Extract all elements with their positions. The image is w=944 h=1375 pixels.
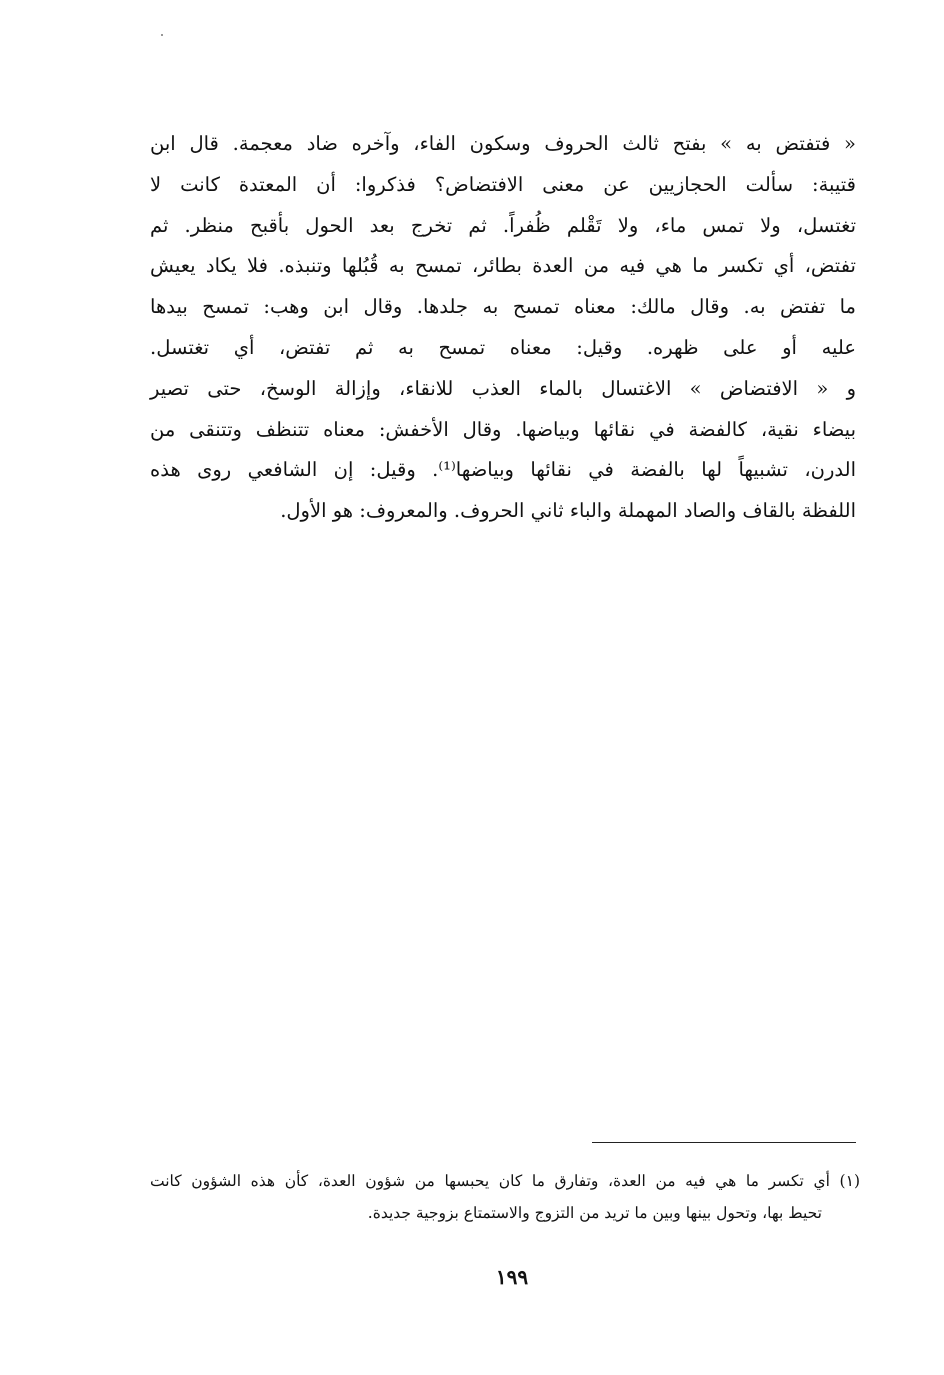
scan-speck [161, 34, 163, 36]
text-line: تغتسل، ولا تمس ماء، ولا تَقْلم ظُفراً. ثم تخرج بعد الحول بأقبح منظر. ثم [150, 213, 856, 237]
text-line: « فتفتض به » بفتح ثالث الحروف وسكون الفاء، وآخره ضاد معجمة. قال ابن [150, 132, 856, 155]
page-number: ١٩٩ [495, 1265, 529, 1289]
text-line: بيضاء نقية، كالفضة في نقائها وبياضها. وقال الأخفش: معناه تتنظف وتتنقى من [150, 417, 856, 441]
text-line: الدرن، تشبيهاً لها بالفضة في نقائها وبياضها⁽¹⁾. وقيل: إن الشافعي روى هذه [150, 458, 856, 482]
text-line: و « الافتضاض » الاغتسال بالماء العذب للانقاء، وإزالة الوسخ، حتى تصير [150, 376, 856, 400]
footnote-line: (١) أي تكسر ما هي فيه من العدة، وتفارق ما كان يحبسها من شؤون العدة، كأن هذه الشؤون كانت [150, 1172, 860, 1190]
text-line: قتيبة: سألت الحجازيين عن معنى الافتضاض؟ فذكروا: أن المعتدة كانت لا [150, 172, 856, 196]
footnote-separator [592, 1142, 856, 1143]
text-line: عليه أو على ظهره. وقيل: معناه تمسح به ثم تفتض، أي تغتسل. [150, 335, 856, 359]
text-line: اللفظة بالقاف والصاد المهملة والباء ثاني الحروف. والمعروف: هو الأول. [280, 499, 856, 523]
main-text-block [150, 124, 856, 532]
footnote-line: تحيط بها، وتحول بينها وبين ما تريد من التزوج والاستمتاع بزوجية جديدة. [367, 1204, 822, 1222]
footnote-block [150, 1165, 860, 1229]
text-line: ما تفتض به. وقال مالك: معناه تمسح به جلدها. وقال ابن وهب: تمسح بيدها [150, 295, 856, 319]
text-line: تفتض، أي تكسر ما هي فيه من العدة بطائر، تمسح به قُبُلها وتنبذه. فلا يكاد يعيش [150, 254, 856, 278]
